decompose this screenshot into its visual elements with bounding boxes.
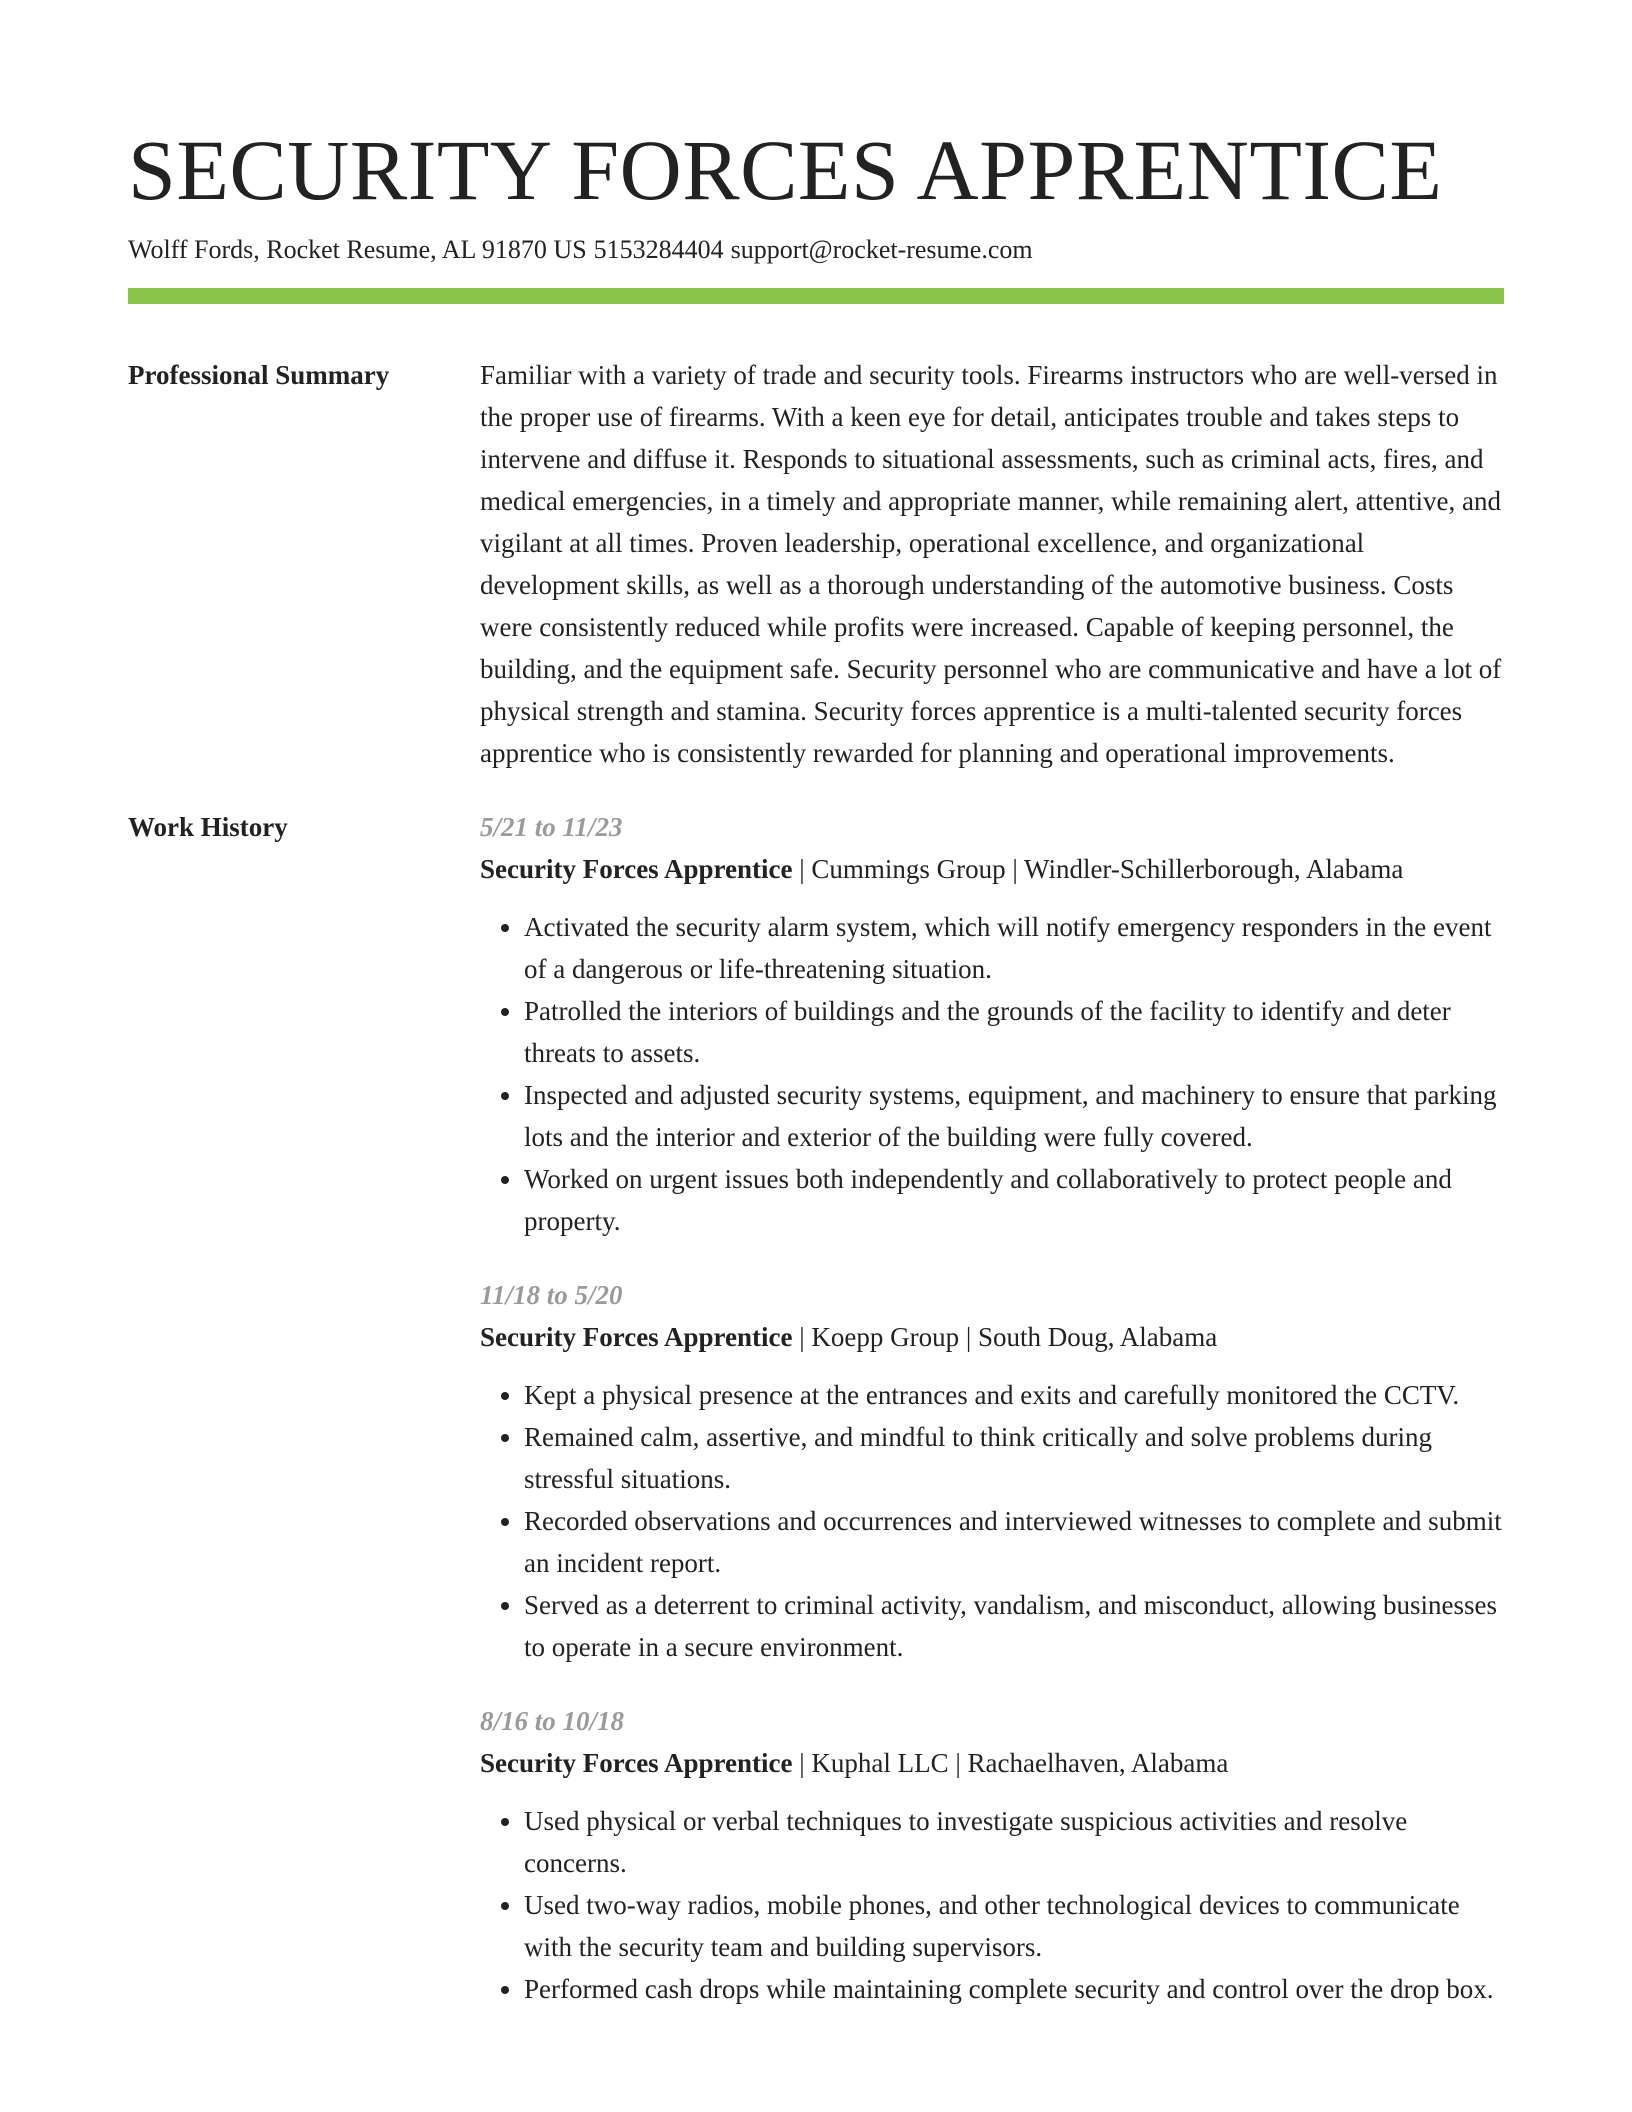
resume-page <box>128 118 1504 2042</box>
work-history-label: Work History <box>128 812 288 842</box>
job-bullets <box>480 906 1504 1242</box>
job-bullets <box>480 1800 1504 2010</box>
job-entry <box>480 1700 1504 2010</box>
job-bullet: • Kept a physical presence at the entrances and exits and carefully monitored the CCTV. <box>524 1374 1504 1416</box>
job-location: South Doug, Alabama <box>978 1322 1218 1352</box>
work-history-list <box>480 806 1504 2042</box>
job-heading: Security Forces Apprentice | Koepp Group | South Doug, Alabama <box>480 1322 1218 1352</box>
job-location: Rachaelhaven, Alabama <box>967 1748 1229 1778</box>
job-location: Windler-Schillerborough, Alabama <box>1024 854 1404 884</box>
contact-phone: 5153284404 <box>593 235 724 264</box>
job-company: Koepp Group <box>811 1322 960 1352</box>
header-divider <box>128 288 1504 304</box>
job-bullet: • Inspected and adjusted security systems, equipment, and machinery to ensure that parking lots and the interior and exterior of the building were fully covered. <box>524 1074 1504 1158</box>
job-bullet: • Used physical or verbal techniques to investigate suspicious activities and resolve concerns. <box>524 1800 1504 1884</box>
job-date: 5/21 to 11/23 <box>480 812 623 842</box>
job-heading: Security Forces Apprentice | Cummings Group | Windler-Schillerborough, Alabama <box>480 854 1404 884</box>
job-company: Kuphal LLC <box>811 1748 949 1778</box>
job-bullet: • Remained calm, assertive, and mindful to think critically and solve problems during stressful situations. <box>524 1416 1504 1500</box>
summary-text: Familiar with a variety of trade and security tools. Firearms instructors who are well-versed in the proper use of firearms. With a keen eye for detail, anticipates trouble and takes steps to intervene and diffuse it. Responds to situational assessments, such as criminal acts, fires, and medical emergencies, in a timely and appropriate manner, while remaining alert, attentive, and vigilant at all times. Proven leadership, operational excellence, and organizational development skills, as well as a thorough understanding of the automotive business. Costs were consistently reduced while profits were increased. Capable of keeping personnel, the building, and the equipment safe. Security personnel who are communicative and have a lot of physical strength and stamina. Security forces apprentice is a multi-talented security forces apprentice who is consistently rewarded for planning and operational improvements. <box>480 360 1502 768</box>
job-bullet: • Recorded observations and occurrences and interviewed witnesses to complete and submit an incident report. <box>524 1500 1504 1584</box>
job-date: 11/18 to 5/20 <box>480 1280 623 1310</box>
job-bullet: • Worked on urgent issues both independently and collaboratively to protect people and property. <box>524 1158 1504 1242</box>
job-bullet: • Activated the security alarm system, which will notify emergency responders in the event of a dangerous or life-threatening situation. <box>524 906 1504 990</box>
job-entry <box>480 1274 1504 1668</box>
job-title: Security Forces Apprentice <box>480 1748 793 1778</box>
resume-name: SECURITY FORCES APPRENTICE <box>128 122 1443 218</box>
job-bullet: • Patrolled the interiors of buildings and the grounds of the facility to identify and deter threats to assets. <box>524 990 1504 1074</box>
job-title: Security Forces Apprentice <box>480 854 793 884</box>
job-heading: Security Forces Apprentice | Kuphal LLC | Rachaelhaven, Alabama <box>480 1748 1229 1778</box>
job-entry <box>480 806 1504 1242</box>
job-bullet: • Served as a deterrent to criminal activity, vandalism, and misconduct, allowing businesses to operate in a secure environment. <box>524 1584 1504 1668</box>
job-company: Cummings Group <box>811 854 1006 884</box>
job-date: 8/16 to 10/18 <box>480 1706 625 1736</box>
summary-label: Professional Summary <box>128 360 390 390</box>
job-bullets <box>480 1374 1504 1668</box>
contact-address: Wolff Fords, Rocket Resume, AL 91870 US <box>128 235 587 264</box>
contact-email: support@rocket-resume.com <box>730 235 1033 264</box>
job-title: Security Forces Apprentice <box>480 1322 793 1352</box>
contact-line <box>128 232 1504 268</box>
summary-section <box>128 354 1504 774</box>
work-history-section <box>128 806 1504 2042</box>
job-bullet: • Used two-way radios, mobile phones, and other technological devices to communicate with the security team and building supervisors. <box>524 1884 1504 1968</box>
job-bullet: • Performed cash drops while maintaining complete security and control over the drop box. <box>524 1968 1504 2010</box>
